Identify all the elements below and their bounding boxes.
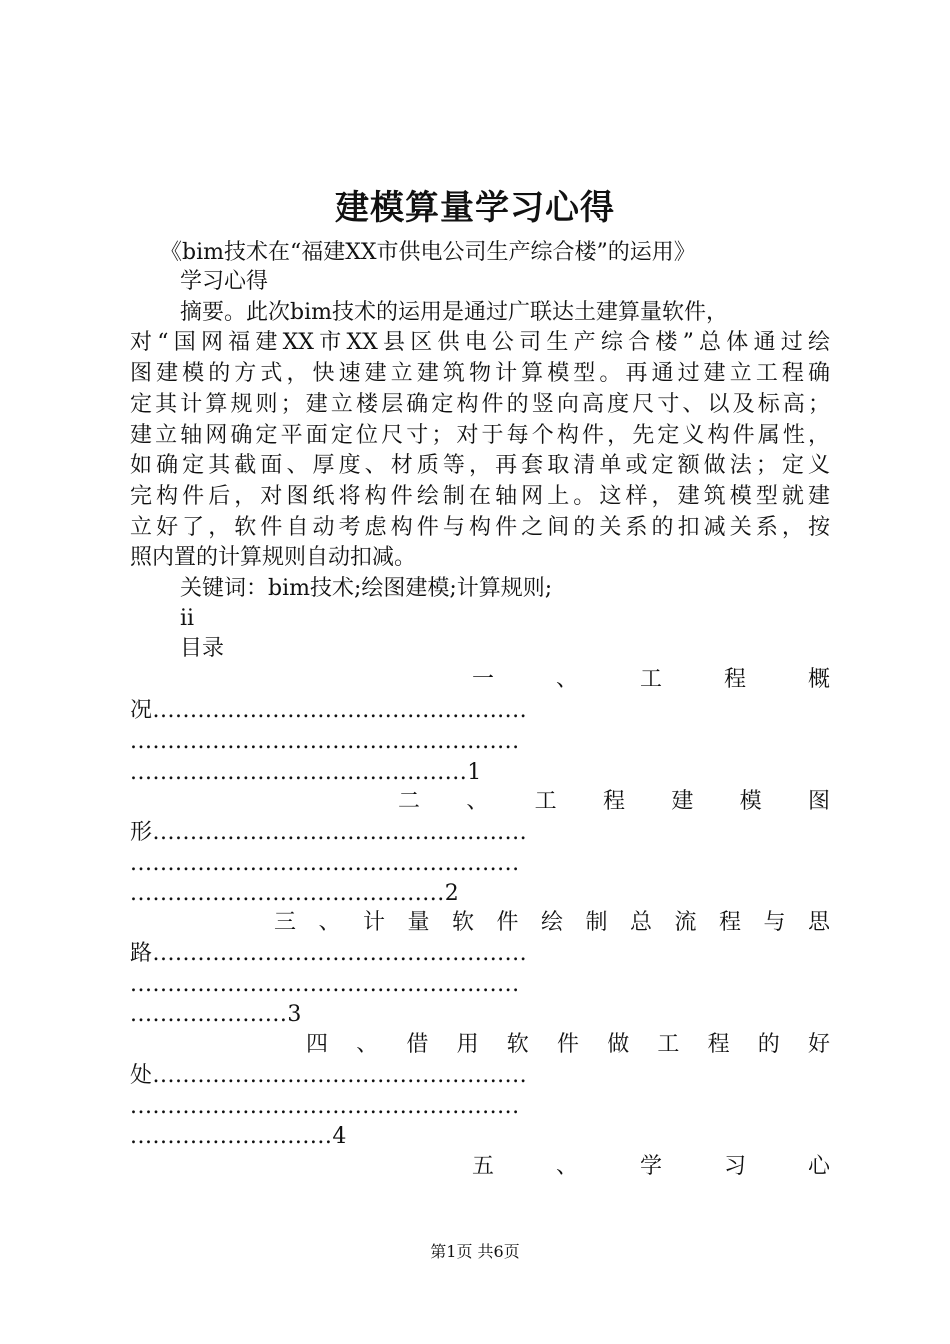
page-title: 建模算量学习心得 [335, 188, 615, 228]
toc-entry-3-page: .....................3 [130, 1002, 302, 1027]
abstract-line: 如确定其截面、厚度、材质等，再套取清单或定额做法；定义 [130, 453, 830, 478]
toc-entry-3-dots: .................................................... [130, 972, 520, 997]
abstract-line: 图建模的方式，快速建立建筑物计算模型。再通过建立工程确 [130, 361, 830, 386]
abstract-line: 建立轴网确定平面定位尺寸；对于每个构件，先定义构件属性， [130, 423, 830, 448]
toc-entry-1-head[interactable]: 一 、 工 程 概 [472, 667, 830, 692]
toc-entry-2-page: ..........................................2 [130, 881, 460, 906]
toc-entry-5-head[interactable]: 五 、 学 习 心 [472, 1154, 830, 1179]
subtitle-line: 《bim技术在“福建XX市供电公司生产综合楼”的运用》 [160, 240, 696, 265]
toc-entry-1-dots: .................................................... [130, 729, 520, 754]
abstract-line: 完构件后，对图纸将构件绘制在轴网上。这样，建筑模型就建 [130, 484, 830, 509]
toc-heading: 目录 [180, 636, 225, 661]
abstract-line: 立好了，软件自动考虑构件与构件之间的关系的扣减关系，按 [130, 515, 830, 540]
toc-entry-2-dots: 形.................................................. [130, 820, 528, 845]
abstract-line: 对“国网福建XX市XX县区供电公司生产综合楼”总体通过绘 [130, 330, 830, 355]
toc-entry-4-head[interactable]: 四 、 借 用 软 件 做 工 程 的 好 [306, 1032, 830, 1057]
toc-entry-1-page: .............................................1 [130, 760, 482, 785]
subtitle-line-2: 学习心得 [180, 269, 269, 294]
roman-numeral: ii [180, 606, 195, 631]
toc-entry-2-dots: .................................................... [130, 851, 520, 876]
toc-entry-4-dots: 处.................................................. [130, 1063, 528, 1088]
toc-entry-4-page: ...........................4 [130, 1124, 347, 1149]
abstract-line: 照内置的计算规则自动扣减。 [130, 545, 417, 570]
toc-entry-1-dots: 况.................................................. [130, 698, 528, 723]
toc-entry-4-dots: .................................................... [130, 1094, 520, 1119]
toc-entry-2-head[interactable]: 二 、 工 程 建 模 图 [398, 789, 830, 814]
toc-entry-3-head[interactable]: 三 、 计 量 软 件 绘 制 总 流 程 与 思 [274, 910, 830, 935]
keywords-line: 关键词：bim技术;绘图建模;计算规则; [180, 576, 553, 601]
abstract-line: 摘要。此次bim技术的运用是通过广联达土建算量软件， [180, 300, 728, 325]
page-footer: 第1页 共6页 [430, 1242, 520, 1261]
abstract-line: 定其计算规则；建立楼层确定构件的竖向高度尺寸、以及标高； [130, 392, 830, 417]
toc-entry-3-dots: 路.................................................. [130, 941, 528, 966]
